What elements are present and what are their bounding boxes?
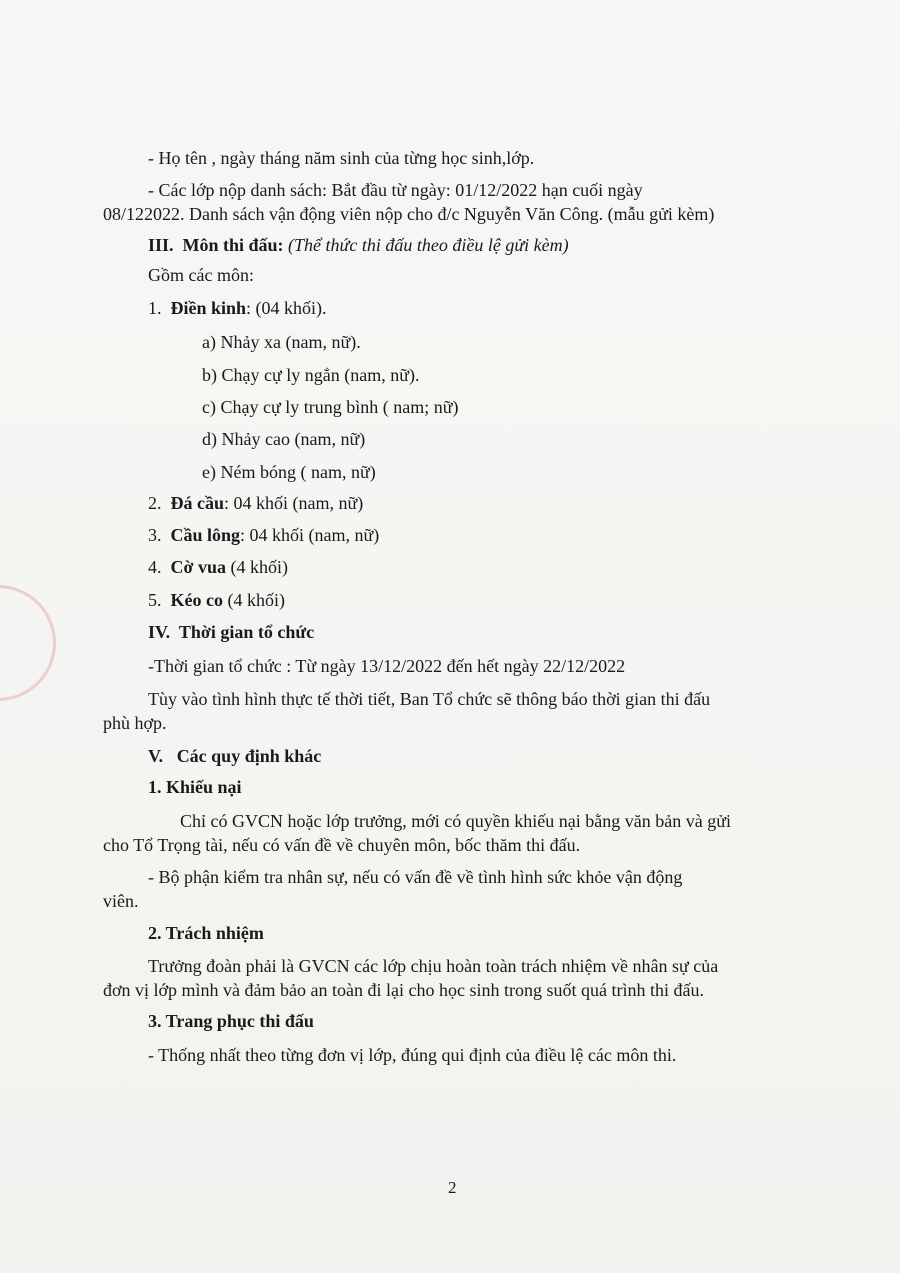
list-item: [148, 589, 285, 611]
text-line: đơn vị lớp mình và đảm bảo an toàn đi lại cho học sinh trong suốt quá trình thi đấu.: [103, 980, 704, 1000]
item-number: 3.: [148, 525, 162, 545]
section-heading: [148, 745, 321, 767]
sub-item: a) Nhảy xa (nam, nữ).: [202, 332, 361, 352]
list-item: [148, 556, 288, 578]
item-number: 5.: [148, 590, 162, 610]
section-heading: [148, 234, 569, 256]
page-number: 2: [448, 1178, 457, 1197]
item-title: Cờ vua: [170, 557, 226, 577]
text-line: - Họ tên , ngày tháng năm sinh của từng học sinh,lớp.: [148, 148, 535, 168]
subsection-title: 2. Trách nhiệm: [148, 923, 264, 943]
subsection-title: 3. Trang phục thi đấu: [148, 1011, 314, 1031]
section-number: V.: [148, 746, 164, 766]
item-title: Đá cầu: [170, 493, 224, 513]
section-number: III.: [148, 235, 174, 255]
text-line: Gồm các môn:: [148, 265, 254, 285]
list-item: [148, 524, 379, 546]
section-note: (Thể thức thi đấu theo điều lệ gửi kèm): [288, 235, 569, 255]
item-title: Điền kinh: [170, 298, 247, 318]
text-line: - Bộ phận kiểm tra nhân sự, nếu có vấn đề về tình hình sức khỏe vận động: [148, 867, 683, 887]
text-line: phù hợp.: [103, 713, 167, 733]
text-line: 08/122022. Danh sách vận động viên nộp cho đ/c Nguyễn Văn Công. (mẫu gửi kèm): [103, 204, 715, 224]
item-detail: : 04 khối (nam, nữ): [224, 493, 364, 513]
text-line: - Thống nhất theo từng đơn vị lớp, đúng qui định của điều lệ các môn thi.: [148, 1045, 677, 1065]
section-number: IV.: [148, 622, 171, 642]
text-line: Chỉ có GVCN hoặc lớp trưởng, mới có quyền khiếu nại bằng văn bản và gửi: [180, 811, 731, 831]
list-item: [148, 297, 327, 319]
sub-item: d) Nhảy cao (nam, nữ): [202, 429, 366, 449]
text-line: -Thời gian tổ chức : Từ ngày 13/12/2022 đến hết ngày 22/12/2022: [148, 656, 626, 676]
text-line: Trưởng đoàn phải là GVCN các lớp chịu hoàn toàn trách nhiệm về nhân sự của: [148, 956, 719, 976]
sub-item: e) Ném bóng ( nam, nữ): [202, 462, 376, 482]
sub-item: c) Chạy cự ly trung bình ( nam; nữ): [202, 397, 459, 417]
subsection-title: 1. Khiếu nại: [148, 777, 242, 797]
item-number: 2.: [148, 493, 162, 513]
item-title: Kéo co: [170, 590, 223, 610]
sub-item: b) Chạy cự ly ngắn (nam, nữ).: [202, 365, 420, 385]
text-line: Tùy vào tình hình thực tế thời tiết, Ban Tổ chức sẽ thông báo thời gian thi đấu: [148, 689, 711, 709]
red-stamp-seal: [0, 585, 56, 701]
item-detail: : (04 khối).: [246, 298, 327, 318]
section-title: Các quy định khác: [176, 746, 322, 766]
section-title: Thời gian tổ chức: [178, 622, 315, 642]
item-number: 4.: [148, 557, 162, 577]
text-line: viên.: [103, 891, 139, 911]
item-title: Cầu lông: [170, 525, 241, 545]
section-heading: [148, 621, 314, 643]
item-detail: (4 khối): [225, 557, 288, 577]
list-item: [148, 492, 363, 514]
text-line: - Các lớp nộp danh sách: Bắt đầu từ ngày: 01/12/2022 hạn cuối ngày: [148, 180, 643, 200]
text-line: cho Tổ Trọng tài, nếu có vấn đề về chuyên môn, bốc thăm thi đấu.: [103, 835, 581, 855]
item-detail: (4 khối): [222, 590, 285, 610]
item-detail: : 04 khối (nam, nữ): [240, 525, 380, 545]
section-title: Môn thi đấu:: [182, 235, 284, 255]
item-number: 1.: [148, 298, 162, 318]
